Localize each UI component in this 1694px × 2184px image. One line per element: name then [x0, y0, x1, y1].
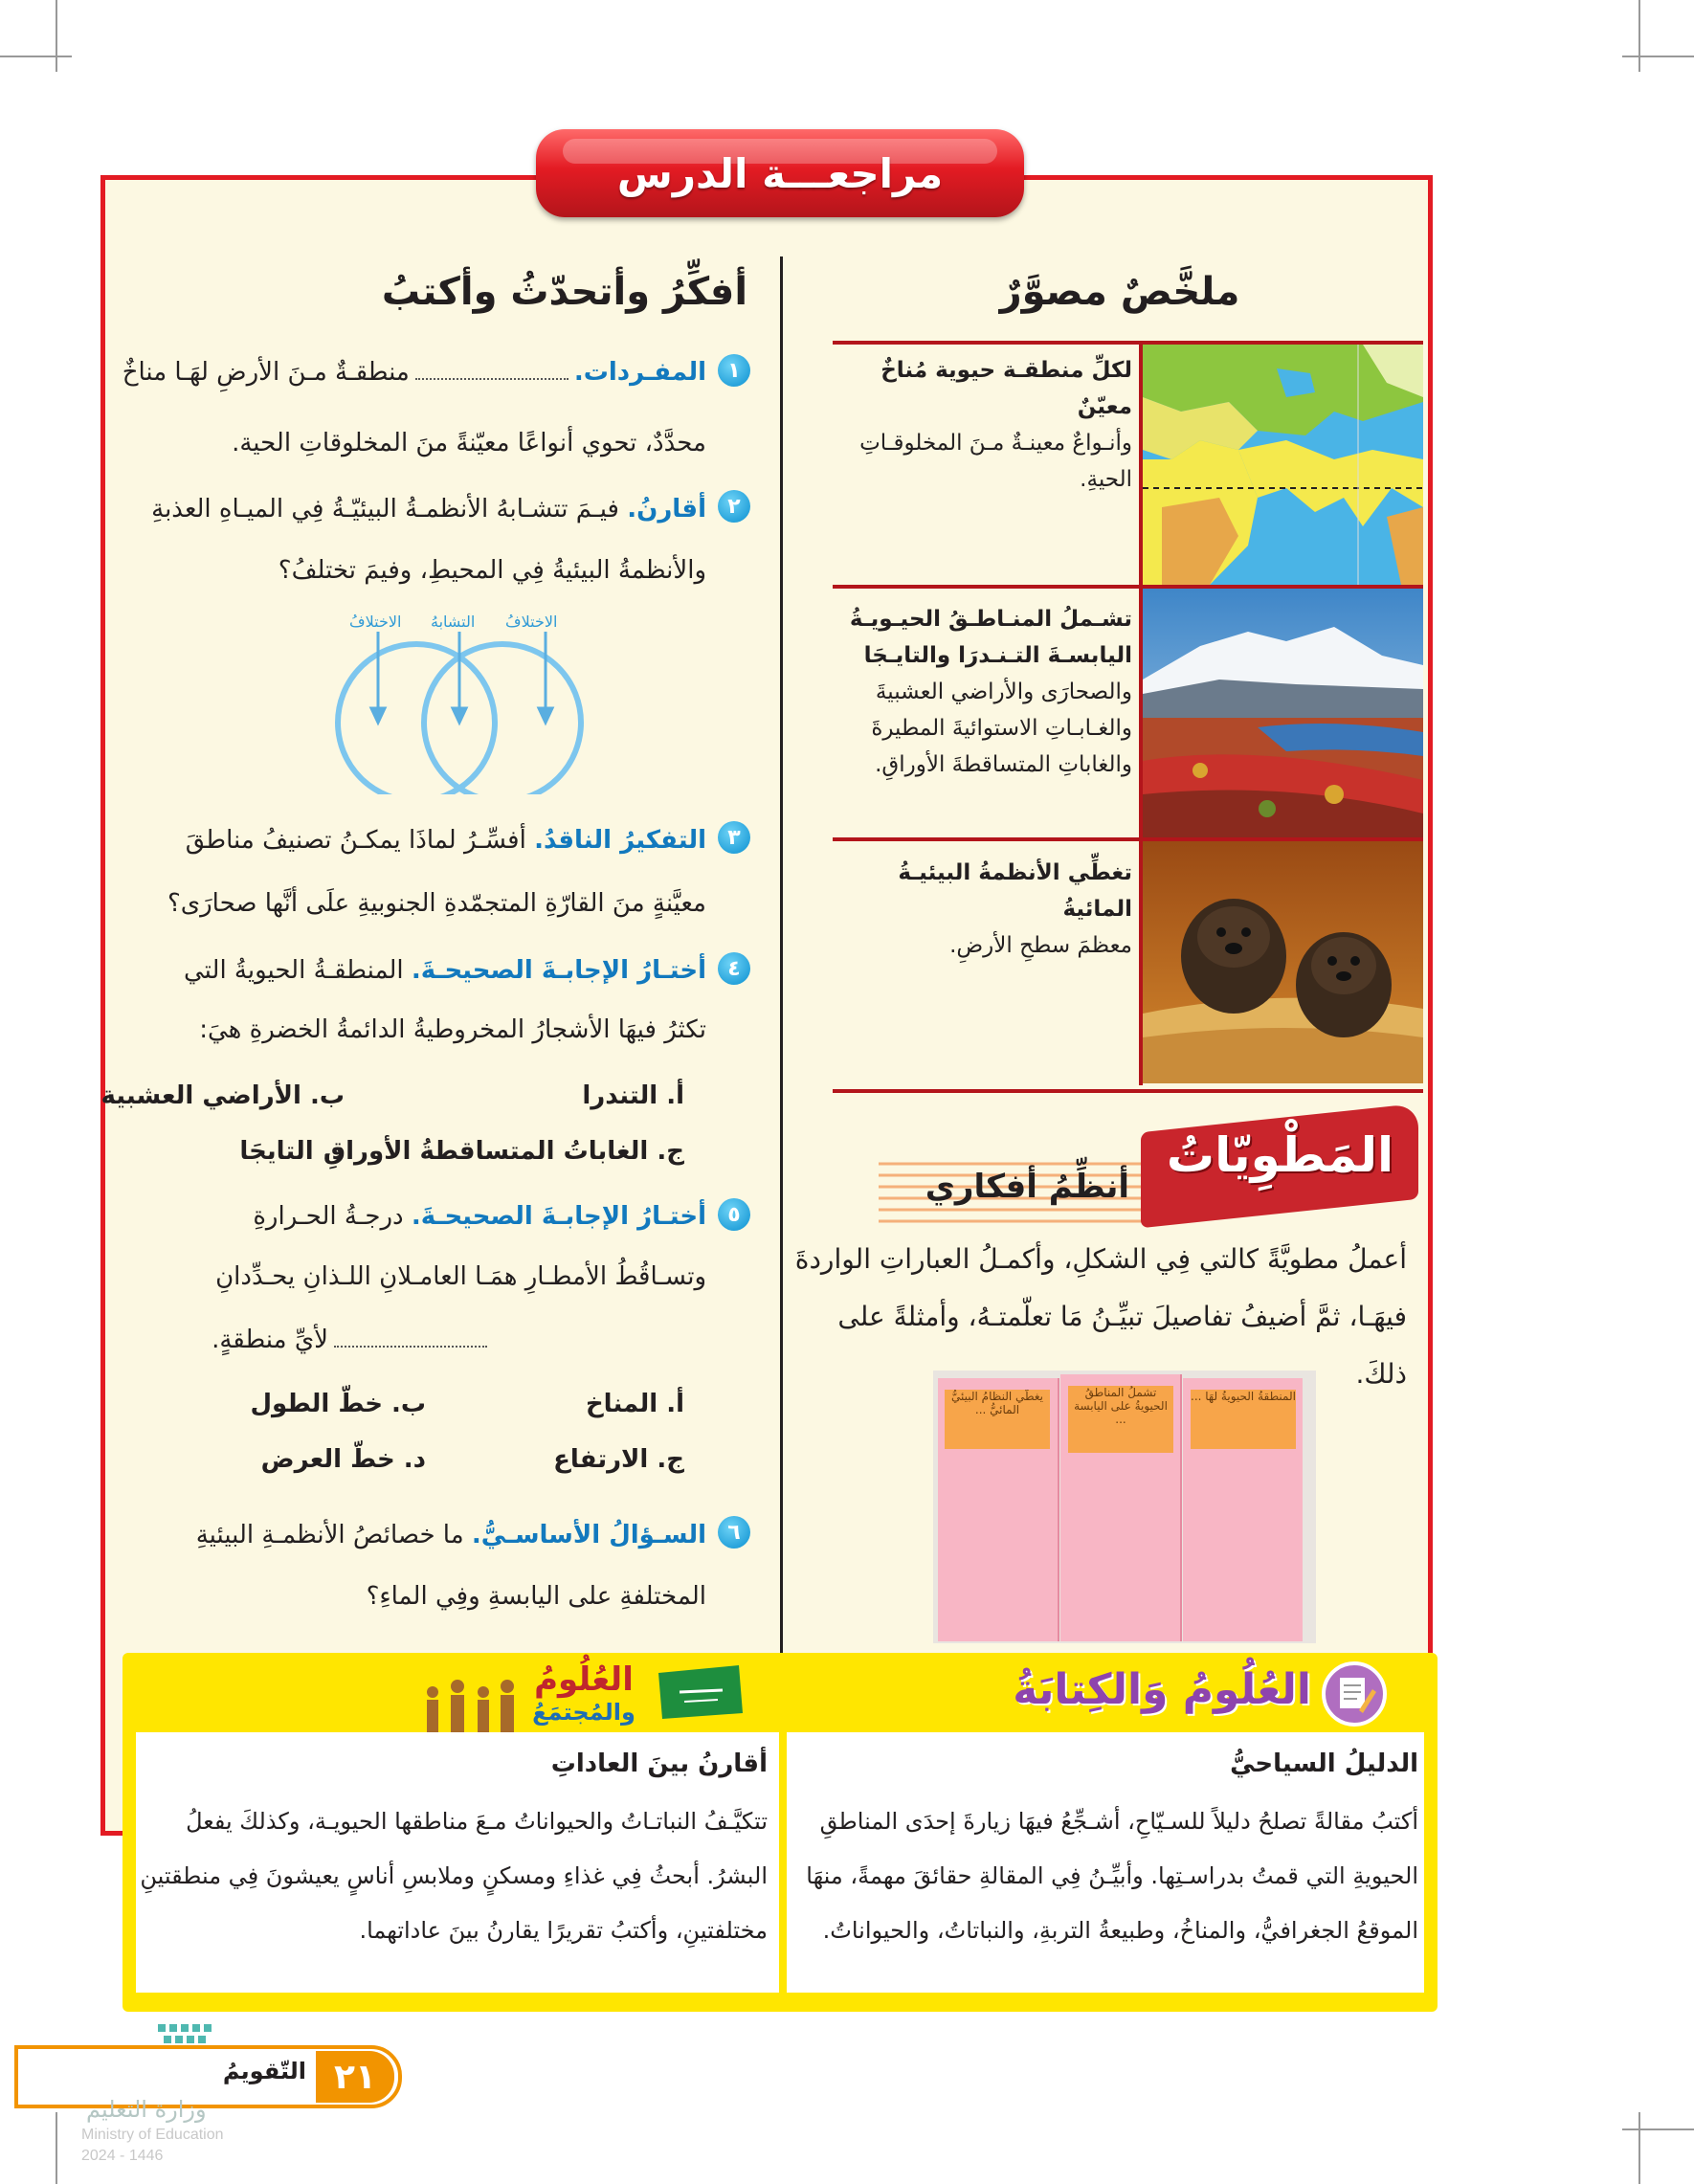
question-2-line-1 [151, 494, 706, 524]
pencil-notepad-icon [1321, 1660, 1388, 1727]
ministry-name-ar: وزارة التعليم [86, 2096, 207, 2123]
question-2-label: أقارنُ. [627, 495, 706, 524]
column-divider [780, 256, 783, 1668]
summary-text-3 [840, 855, 1132, 964]
summary-2-line-3: والصحارَى والأراضي العشبيةَ [875, 680, 1132, 704]
foldables-subtitle: أنظِّمُ أفكاري [925, 1168, 1129, 1206]
question-4-option-b[interactable]: ب. الأراضي العشبية [100, 1081, 345, 1110]
question-number-4: ٤ [718, 952, 750, 985]
science-writing-line-2: الحيويةِ التي قمتُ بدراسـتِها. وأبيِّـنُ فِي المقالةِ حقائقَ مهمةً، منهَا [806, 1862, 1418, 1889]
foldable-tab-3: المنطقةُ الحيويةُ لهَا ... [1191, 1390, 1296, 1449]
ministry-name-en: Ministry of Education [81, 2127, 224, 2143]
tundra-landscape-image [1143, 589, 1423, 837]
people-icon [421, 1677, 522, 1734]
crop-mark [1622, 2128, 1694, 2130]
science-society-header-top: العُلُومُ [534, 1660, 634, 1699]
venn-diagram [306, 603, 613, 794]
foldables-line-1: أعملُ مطويَّةً كالتي فِي الشكلِ، وأكمـلُ العباراتِ الواردةَ [794, 1243, 1407, 1275]
summary-2-line-5: والغاباتِ المتساقطةَ الأوراقِ. [875, 752, 1132, 777]
question-5-label: أختـارُ الإجابـةَ الصحيحـةَ. [411, 1202, 706, 1231]
foldable-tab-1: يغطّي النظامُ البيئيُّ المائيُّ ... [945, 1390, 1050, 1449]
crop-mark [56, 2112, 57, 2184]
venn-label-similarity: التشابهُ [431, 613, 476, 631]
foldables-brand: المَطْوِيّاتُ [1166, 1127, 1394, 1183]
section-name: التّقويمُ [222, 2058, 306, 2084]
question-1-line-2: محدَّدٌ، تحوي أنواعًا معيّنةً منَ المخلوقاتِ الحية. [232, 429, 706, 457]
foldable-tab-2: تشملُ المناطقُ الحيويةُ على اليابسة ... [1068, 1386, 1173, 1453]
question-6-label: السـؤالُ الأساسـيُّ. [471, 1521, 706, 1549]
foldable-photo [933, 1371, 1316, 1643]
crop-mark [1638, 2112, 1640, 2184]
banner-title: مراجعـــة الدرس [616, 149, 944, 197]
question-4-label: أختـارُ الإجابـةَ الصحيحـةَ. [411, 956, 706, 985]
question-number-2: ٢ [718, 490, 750, 523]
ministry-logo-icon [153, 2019, 239, 2058]
science-society-line-1: تتكيَّـفُ النباتـاتُ والحيواناتُ مـعَ مناطقها الحيويـة، وكذلكَ يفعلُ [186, 1808, 768, 1835]
question-4-text: المنطقـةُ الحيويةُ التي [184, 956, 404, 985]
venn-label-difference-left: الاختلافُ [349, 613, 402, 631]
summary-1-line-3: الحيةِ. [1080, 467, 1132, 492]
question-2-line-2: والأنظمةُ البيئيةُ فِي المحيطِ، وفيمَ تختلفُ؟ [278, 556, 706, 585]
venn-label-difference-right: الاختلافُ [505, 613, 558, 631]
question-5-text: درجـةُ الحـرارةِ [253, 1202, 404, 1231]
question-5-option-a[interactable]: أ. المناخ [585, 1390, 684, 1418]
summary-2-line-4: والغـابـاتِ الاستوائيةَ المطيرةَ [871, 716, 1132, 741]
science-society-title: أقارنُ بينَ العاداتِ [550, 1749, 768, 1778]
crop-mark [1638, 0, 1640, 72]
right-column-heading: ملخَّصٌ مصوَّرٌ [999, 270, 1240, 314]
question-1-text: منطقـةٌ مـنَ الأرضِ لهَـا مناخٌ [122, 358, 410, 387]
foldables-line-3: ذلكَ. [1355, 1358, 1407, 1390]
question-2-text: فيـمَ تتشـابهُ الأنظمـةُ البيئيّـةُ فِي الميـاهِ العذبةِ [151, 495, 619, 524]
science-writing-line-1: أكتبُ مقالةً تصلحُ دليلاً للسـيّاحِ، أشـجِّعُ فيهَا زيارةَ إحدَى المناطقِ [819, 1808, 1418, 1835]
summary-2-line-2: اليابسـةَ التـنـدرَا والتايـجَا [863, 643, 1132, 668]
lesson-review-banner [536, 129, 1024, 217]
science-writing-header: العُلُومُ وَالكِتابَةُ [1013, 1665, 1311, 1714]
crop-mark [0, 56, 72, 57]
question-number-1: ١ [718, 354, 750, 387]
question-4-option-c[interactable]: ج. الغاباتُ المتساقطةُ الأوراقِ [323, 1137, 684, 1166]
question-number-6: ٦ [718, 1516, 750, 1549]
question-5-line-2: وتسـاقُطُ الأمطـارِ همَـا العامـلانِ اللـذانِ يحـدِّدانِ [215, 1262, 706, 1291]
summary-3-line-1: تغطِّي الأنظمةُ البيئيـةُ المائيةُ [898, 860, 1132, 922]
question-6-line-1 [196, 1520, 706, 1550]
biome-map-image [1143, 345, 1423, 585]
summary-1-line-1: لكلِّ منطقـة حيوية مُناخٌ معيّنٌ [880, 358, 1132, 419]
question-3-line-2: معيَّنةٍ منَ القارّةِ المتجمّدةِ الجنوبيةِ علَى أنَّها صحارَى؟ [167, 889, 706, 918]
question-1-line-1 [123, 357, 706, 388]
science-society-line-3: مختلفتينِ، وأكتبُ تقريرًا يقارنُ بينَ عاداتهما. [359, 1917, 768, 1944]
summary-3-line-2: معظمَ سطحِ الأرضِ. [949, 933, 1132, 958]
question-number-3: ٣ [718, 821, 750, 854]
question-5-line-1 [253, 1201, 706, 1232]
question-5-option-b[interactable]: ب. خطّ الطول [250, 1390, 426, 1418]
question-6-text: ما خصائصُ الأنظمـةِ البيئيةِ [195, 1521, 464, 1549]
science-society-line-2: البشرُ. أبحثُ فِي غذاءِ ومسكنٍ وملابسِ أناسٍ يعيشونَ فِي منطقتينِ [140, 1862, 768, 1889]
science-writing-line-3: الموقعُ الجغرافيُّ، والمناخُ، وطبيعةُ التربةِ، والنباتاتُ، والحيواناتُ. [822, 1917, 1418, 1944]
science-society-header-bottom: والمُجتمَعُ [532, 1699, 635, 1726]
summary-1-line-2: وأنـواعٌ معينـةٌ مـنَ المخلوقـاتِ [859, 431, 1132, 456]
fill-blank[interactable] [415, 378, 568, 380]
otters-image [1143, 841, 1423, 1083]
question-5-text-end: لأيِّ منطقةٍ. [212, 1326, 328, 1354]
left-column-heading: أفكِّرُ وأتحدّثُ وأكتبُ [381, 270, 748, 314]
question-4-option-d[interactable]: د. التايجَا [239, 1137, 345, 1166]
saudi-flag-icon [651, 1663, 747, 1721]
fill-blank[interactable] [334, 1346, 487, 1348]
crop-mark [56, 0, 57, 72]
science-writing-title: الدليلُ السياحيُّ [1230, 1749, 1418, 1778]
question-4-line-1 [184, 955, 706, 986]
crop-mark [1622, 56, 1694, 57]
question-4-line-2: تكثرُ فيهَا الأشجارُ المخروطيةُ الدائمةُ الخضرةِ هيَ: [199, 1015, 706, 1044]
question-3-line-1 [186, 825, 706, 856]
page-number: ٢١ [316, 2051, 394, 2103]
question-4-option-a[interactable]: أ. التندرا [582, 1081, 684, 1110]
question-5-option-d[interactable]: د. خطّ العرض [260, 1445, 426, 1474]
foldables-line-2: فيهَـا، ثمَّ أضيفُ تفاصيلَ تبيِّـنُ مَا تعلّمتـهُ، وأمثلةً على [837, 1301, 1407, 1332]
question-6-line-2: المختلفةِ على اليابسةِ وفِي الماءِ؟ [366, 1582, 706, 1611]
summary-text-2 [840, 601, 1132, 783]
question-5-option-c[interactable]: ج. الارتفاع [553, 1445, 684, 1474]
question-5-line-3 [212, 1325, 493, 1355]
summary-2-line-1: تشـملُ المنـاطـقُ الحيـويـةُ [849, 607, 1132, 632]
venn-circle-right [424, 644, 581, 794]
question-1-label: المفـردات. [573, 358, 706, 387]
edition-year: 2024 - 1446 [81, 2148, 164, 2164]
question-3-text: أفسِّـرُ لماذَا يمكـنُ تصنيفُ مناطقَ [185, 826, 526, 855]
question-3-label: التفكيرُ الناقدُ. [534, 826, 706, 855]
venn-circle-left [338, 644, 495, 794]
summary-text-1 [840, 352, 1132, 498]
question-number-5: ٥ [718, 1198, 750, 1231]
